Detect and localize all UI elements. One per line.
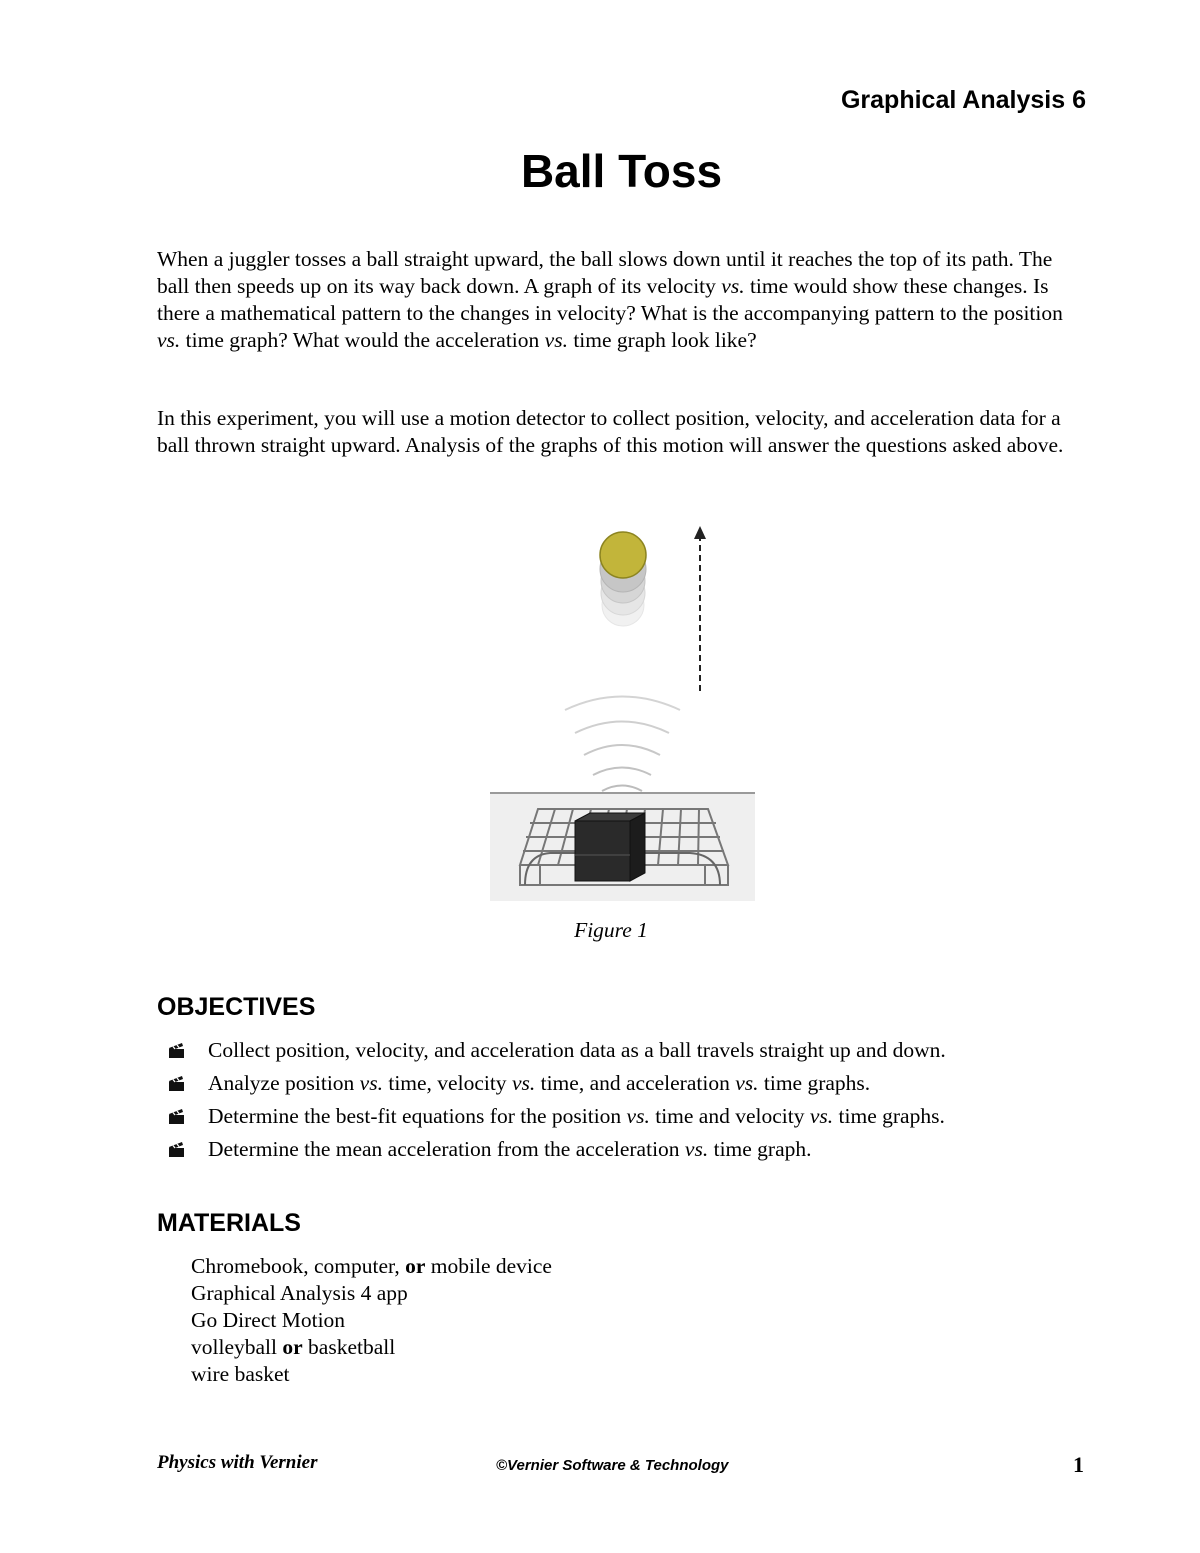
objective-item: [163, 1037, 946, 1070]
material-item: [191, 1361, 552, 1388]
objective-text: Analyze position: [208, 1071, 360, 1095]
intro-text: When a juggler tosses a ball straight upward, the ball slows down until it reaches the top of its path. The ball then speeds up on its way back down. A graph of its velocity: [157, 247, 1053, 298]
sound-wave: [565, 697, 680, 711]
vs-italic: vs.: [359, 1071, 383, 1095]
objective-item: [163, 1103, 946, 1136]
objective-text: time, velocity: [382, 1071, 512, 1095]
clapperboard-icon: [167, 1139, 187, 1159]
material-text: volleyball: [191, 1335, 283, 1359]
objective-text: time, and acceleration: [535, 1071, 736, 1095]
material-text: basketball: [302, 1335, 396, 1359]
objective-text: Determine the best-fit equations for the position: [208, 1104, 627, 1128]
intro-paragraph-1: [157, 246, 1077, 354]
material-item: [191, 1280, 552, 1307]
objective-text: Collect position, velocity, and acceleration data as a ball travels straight up and down.: [208, 1038, 946, 1062]
material-item: [191, 1253, 552, 1280]
vs-italic: vs.: [626, 1104, 650, 1128]
page-title: Ball Toss: [520, 145, 723, 197]
motion-detector: [575, 821, 630, 881]
clapperboard-icon: [167, 1040, 187, 1060]
figure-ball-toss: [480, 515, 770, 910]
materials-list: [191, 1253, 552, 1388]
lab-number: Graphical Analysis 6: [840, 86, 1086, 114]
motion-detector-side: [630, 813, 645, 881]
vs-italic: vs.: [684, 1137, 709, 1161]
sound-wave: [584, 745, 660, 755]
or-bold: or: [405, 1254, 426, 1278]
material-text: wire basket: [191, 1362, 290, 1386]
vs-italic: vs.: [809, 1104, 834, 1128]
clapperboard-icon: [167, 1073, 187, 1093]
figure-caption: Figure 1: [574, 918, 648, 942]
vs-italic: vs.: [735, 1071, 759, 1095]
material-text: Graphical Analysis 4 app: [191, 1281, 408, 1305]
intro-text: time graph look like?: [567, 328, 757, 352]
objectives-heading: OBJECTIVES: [157, 993, 316, 1021]
sound-wave: [602, 786, 642, 792]
material-item: [191, 1334, 552, 1361]
objectives-list: [163, 1037, 946, 1169]
vs-italic: vs.: [721, 274, 745, 298]
material-text: Chromebook, computer,: [191, 1254, 406, 1278]
or-bold: or: [282, 1335, 303, 1359]
material-item: [191, 1307, 552, 1334]
vs-italic: vs.: [511, 1071, 536, 1095]
ball: [600, 532, 646, 578]
vs-italic: vs.: [157, 328, 181, 352]
arrow-head-icon: [694, 526, 706, 539]
page-number: 1: [1073, 1452, 1084, 1477]
objective-text: time and velocity: [649, 1104, 810, 1128]
sound-wave: [575, 722, 669, 734]
objective-item: [163, 1070, 946, 1103]
material-text: Go Direct Motion: [191, 1308, 346, 1332]
sound-wave: [593, 768, 651, 776]
material-text: mobile device: [425, 1254, 552, 1278]
objective-text: time graph.: [708, 1137, 812, 1161]
objective-text: time graphs.: [833, 1104, 945, 1128]
objective-text: time graphs.: [758, 1071, 871, 1095]
objective-item: [163, 1136, 946, 1169]
footer-book-title: Physics with Vernier: [157, 1452, 318, 1473]
intro-paragraph-2: In this experiment, you will use a motion detector to collect position, velocity, and acceleration data for a ball thrown straight upward. Analysis of the graphs of this motion will answer the questions asked above.: [157, 406, 1064, 457]
intro-text: time would show these changes. Is there a mathematical pattern to the changes in velocity? What is the accompanying pattern to the position: [157, 274, 1063, 325]
clapperboard-icon: [167, 1106, 187, 1126]
footer-copyright: ©Vernier Software & Technology: [496, 1457, 729, 1474]
ball-toss-illustration: [480, 515, 770, 910]
objective-text: Determine the mean acceleration from the acceleration: [208, 1137, 685, 1161]
materials-heading: MATERIALS: [157, 1209, 301, 1237]
intro-text: time graph? What would the acceleration: [180, 328, 545, 352]
vs-italic: vs.: [544, 328, 568, 352]
